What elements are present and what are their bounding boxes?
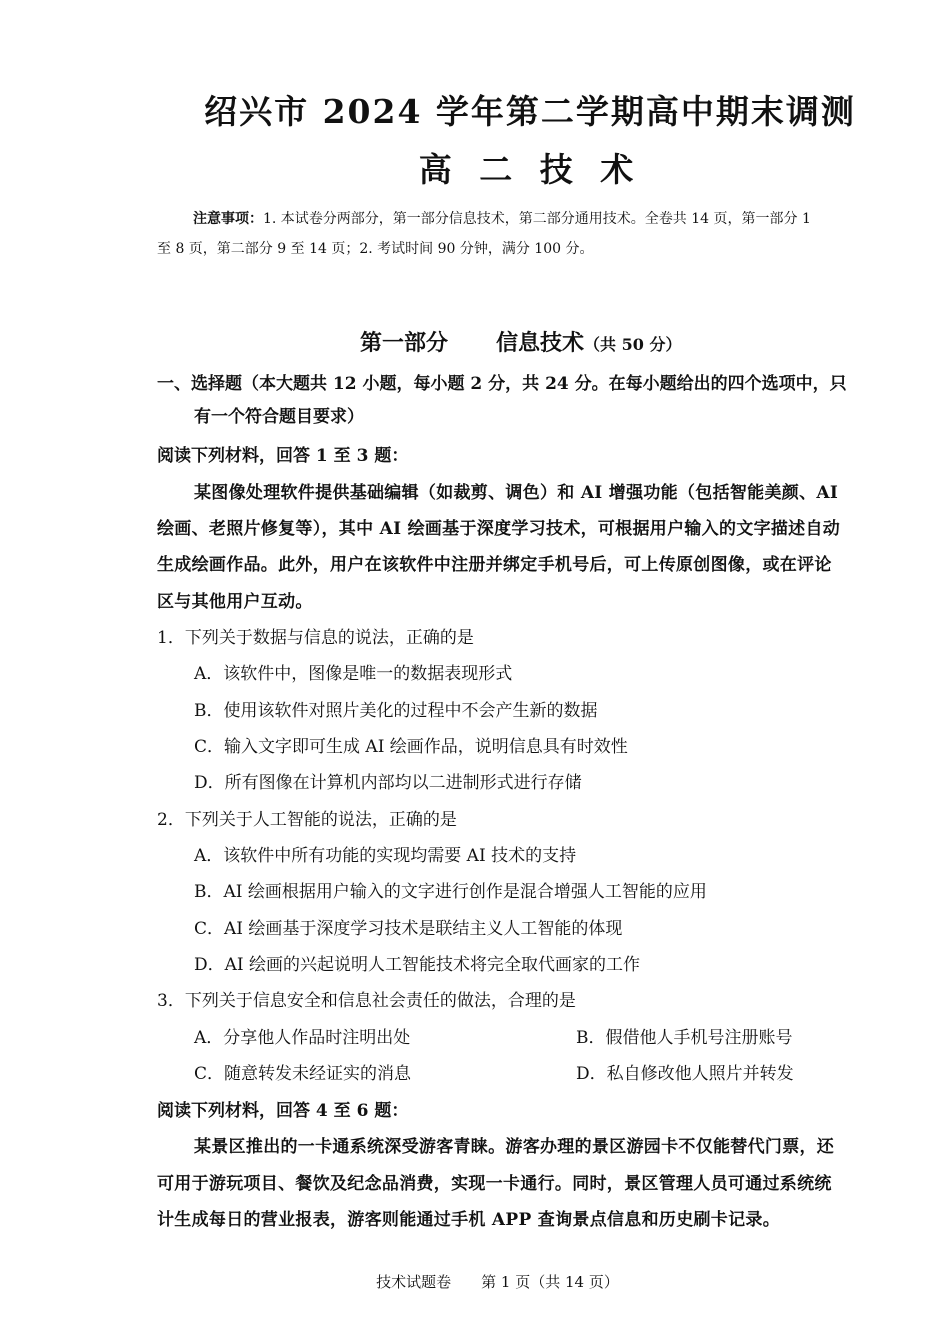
question-3-option-d: D．私自修改他人照片并转发 [576,1064,794,1084]
question-3-option-a: A．分享他人作品时注明出处 [194,1028,411,1048]
question-3-stem: 3．下列关于信息安全和信息社会责任的做法，合理的是 [157,991,576,1011]
section-heading-line-1: 一、选择题（本大题共 12 小题，每小题 2 分，共 24 分。在每小题给出的四个选项中，只 [157,374,847,394]
part-title [360,326,681,357]
question-1-stem: 1．下列关于数据与信息的说法，正确的是 [157,628,474,648]
question-1-option-a: A．该软件中，图像是唯一的数据表现形式 [194,664,513,684]
notice-line-1: 1. 本试卷分两部分，第一部分信息技术，第二部分通用技术。全卷共 14 页，第一部分 1 [263,211,811,227]
question-2-stem: 2．下列关于人工智能的说法，正确的是 [157,810,457,830]
section-heading-line-2: 有一个符合题目要求） [194,407,364,427]
notice [157,204,912,264]
question-3-option-b: B．假借他人手机号注册账号 [576,1028,793,1048]
question-3-option-c: C．随意转发未经证实的消息 [194,1064,412,1084]
exam-subject: 高 二 技 术 [418,150,642,189]
part-subject: 信息技术 [496,330,585,356]
exam-title: 绍兴市 2024 学年第二学期高中期末调测 [204,92,856,131]
question-2-option-b: B．AI 绘画根据用户输入的文字进行创作是混合增强人工智能的应用 [194,882,707,902]
reading2-line-2: 可用于游玩项目、餐饮及纪念品消费，实现一卡通行。同时，景区管理人员可通过系统统 [157,1174,832,1194]
reading1-line-1: 某图像处理软件提供基础编辑（如裁剪、调色）和 AI 增强功能（包括智能美颜、AI [194,483,839,503]
question-2-option-a: A．该软件中所有功能的实现均需要 AI 技术的支持 [194,846,577,866]
reading2-line-3: 计生成每日的营业报表，游客则能通过手机 APP 查询景点信息和历史刷卡记录。 [157,1210,780,1230]
footer-paper-name: 技术试题卷 [376,1273,452,1291]
reading1-line-3: 生成绘画作品。此外，用户在该软件中注册并绑定手机号后，可上传原创图像，或在评论 [157,555,832,575]
notice-line-2: 至 8 页，第二部分 9 至 14 页；2. 考试时间 90 分钟，满分 100 分。 [157,241,594,257]
question-1-option-b: B．使用该软件对照片美化的过程中不会产生新的数据 [194,701,598,721]
question-1-option-c: C．输入文字即可生成 AI 绘画作品，说明信息具有时效性 [194,737,628,757]
part-score: （共 50 分） [584,335,682,354]
page-footer [0,1271,950,1292]
question-2-option-d: D．AI 绘画的兴起说明人工智能技术将完全取代画家的工作 [194,955,641,975]
reading1-line-4: 区与其他用户互动。 [157,592,313,612]
question-2-option-c: C．AI 绘画基于深度学习技术是联结主义人工智能的体现 [194,919,623,939]
reading-prompt-1: 阅读下列材料，回答 1 至 3 题： [157,446,409,466]
question-1-option-d: D．所有图像在计算机内部均以二进制形式进行存储 [194,773,582,793]
reading1-line-2: 绘画、老照片修复等），其中 AI 绘画基于深度学习技术，可根据用户输入的文字描述自动 [157,519,841,539]
part-name: 第一部分 [360,330,449,356]
reading-prompt-2: 阅读下列材料，回答 4 至 6 题： [157,1101,409,1121]
notice-label: 注意事项： [193,211,263,227]
footer-page-number: 第 1 页（共 14 页） [481,1273,619,1291]
reading2-line-1: 某景区推出的一卡通系统深受游客青睐。游客办理的景区游园卡不仅能替代门票，还 [194,1137,835,1157]
